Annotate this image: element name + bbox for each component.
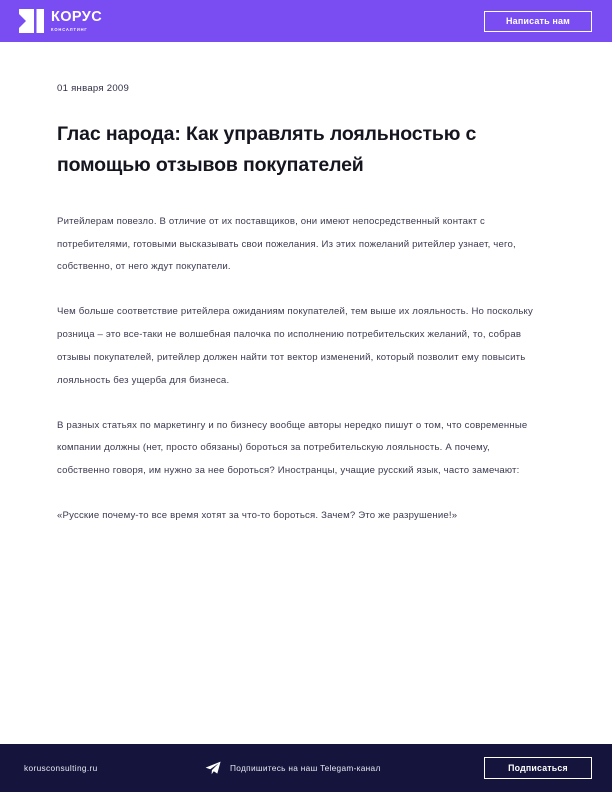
article-paragraph: В разных статьях по маркетингу и по бизнесу вообще авторы нередко пишут о том, что современные компании должны (нет, просто обязаны) бороться за потребительскую лояльность. А почему, собственно говоря, им нужно за нее бороться? Иностранцы, учащие русский язык, часто замечают: (57, 419, 528, 477)
footer-site-url[interactable]: korusconsulting.ru (24, 763, 98, 773)
brand-logo[interactable] (19, 9, 102, 33)
site-header (0, 0, 612, 42)
article-paragraph: Чем больше соответствие ритейлера ожиданиям покупателей, тем выше их лояльность. Но поскольку розница – это все-таки не волшебная палочка по исполнению потребительских желаний, то, собрав отзывы покупателей, ритейлер должен найти тот вектор изменений, который позволит ему повысить лояльность без ущерба для бизнеса. (57, 306, 533, 386)
article-quote-paragraph: «Русские почему-то все время хотят за что-то бороться. Зачем? Это же разрушение!» (57, 510, 458, 522)
brand-name: КОРУС (51, 9, 103, 26)
article-paragraph: Ритейлерам повезло. В отличие от их поставщиков, они имеют непосредственный контакт с потребителями, готовыми высказывать свои пожелания. Из этих пожеланий ритейлер узнает, чего, собственно, от него ждут покупатели. (57, 215, 516, 273)
article-content (0, 42, 612, 744)
article-date: 01 января 2009 (57, 83, 130, 94)
korus-mark-icon (19, 9, 44, 33)
article-body (57, 211, 555, 528)
brand-wordmark (51, 10, 102, 31)
footer-note: Подпишитесь на наш Telegam-канал (230, 763, 381, 773)
brand-subtitle: КОНСАЛТИНГ (51, 26, 88, 32)
site-footer (0, 744, 612, 792)
subscribe-button[interactable]: Подписаться (484, 757, 592, 779)
telegram-icon (205, 761, 221, 775)
footer-telegram-promo (116, 761, 470, 775)
contact-us-button[interactable]: Написать нам (484, 11, 592, 32)
page-title: Глас народа: Как управлять лояльностью с помощью отзывов покупателей (57, 122, 477, 177)
